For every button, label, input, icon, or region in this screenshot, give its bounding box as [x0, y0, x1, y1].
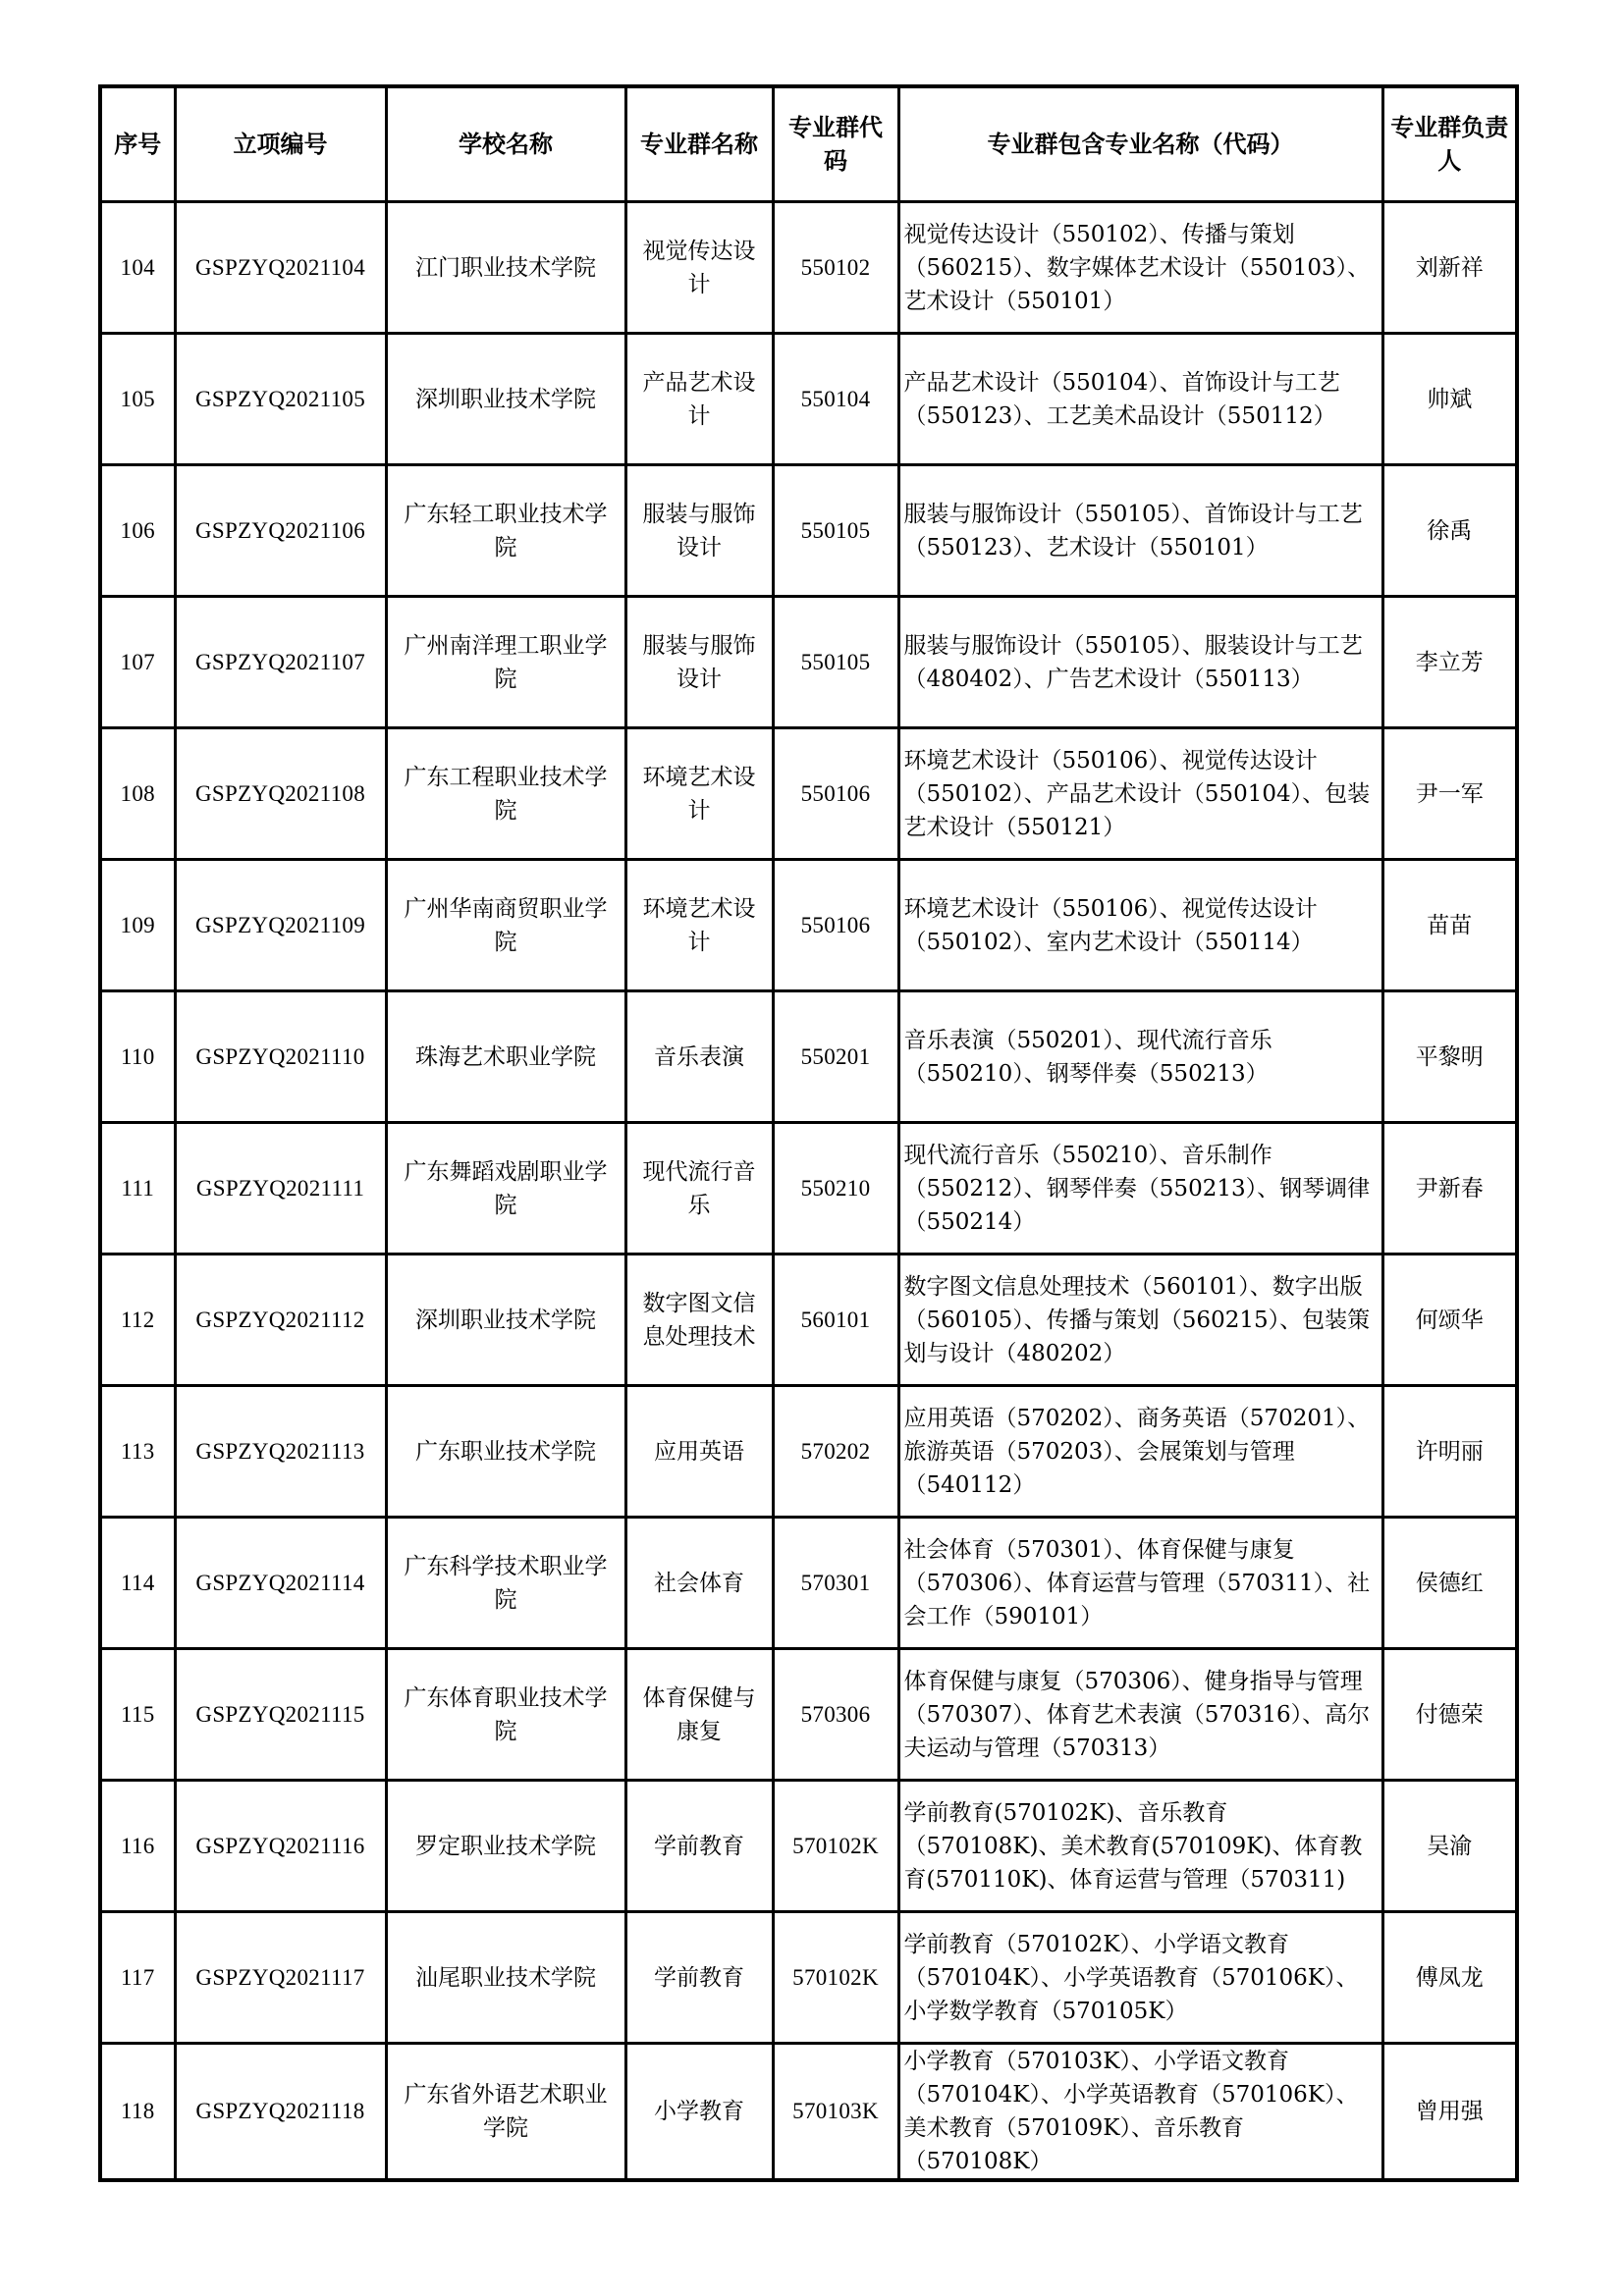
cell-group-code: 570202 — [773, 1386, 898, 1518]
header-project-id: 立项编号 — [175, 86, 386, 202]
table-row — [100, 860, 1517, 991]
cell-project-id: GSPZYQ2021110 — [175, 991, 386, 1123]
cell-majors: 应用英语（570202）、商务英语（570201）、旅游英语（570203）、会展策划与管理（540112） — [898, 1386, 1382, 1518]
cell-no: 113 — [100, 1386, 175, 1518]
cell-school: 珠海艺术职业学院 — [386, 991, 625, 1123]
cell-group-name: 数字图文信息处理技术 — [625, 1255, 773, 1386]
cell-no: 104 — [100, 202, 175, 334]
header-group-name: 专业群名称 — [625, 86, 773, 202]
cell-majors: 产品艺术设计（550104）、首饰设计与工艺（550123）、工艺美术品设计（550112） — [898, 334, 1382, 465]
cell-group-code: 550104 — [773, 334, 898, 465]
cell-no: 114 — [100, 1518, 175, 1649]
cell-majors: 体育保健与康复（570306）、健身指导与管理（570307）、体育艺术表演（570316）、高尔夫运动与管理（570313） — [898, 1649, 1382, 1781]
cell-group-name: 服装与服饰设计 — [625, 465, 773, 597]
header-majors: 专业群包含专业名称（代码） — [898, 86, 1382, 202]
cell-school: 广东科学技术职业学院 — [386, 1518, 625, 1649]
cell-majors: 社会体育（570301）、体育保健与康复（570306）、体育运营与管理（570311）、社会工作（590101） — [898, 1518, 1382, 1649]
cell-group-name: 产品艺术设计 — [625, 334, 773, 465]
cell-project-id: GSPZYQ2021118 — [175, 2044, 386, 2181]
cell-school: 广东职业技术学院 — [386, 1386, 625, 1518]
cell-majors: 服装与服饰设计（550105）、首饰设计与工艺（550123）、艺术设计（550101） — [898, 465, 1382, 597]
cell-group-code: 560101 — [773, 1255, 898, 1386]
table-row — [100, 334, 1517, 465]
cell-leader: 何颂华 — [1382, 1255, 1517, 1386]
cell-school: 广东工程职业技术学院 — [386, 728, 625, 860]
cell-leader: 徐禹 — [1382, 465, 1517, 597]
cell-group-name: 现代流行音乐 — [625, 1123, 773, 1255]
cell-school: 广东轻工职业技术学院 — [386, 465, 625, 597]
table-row — [100, 465, 1517, 597]
specialty-group-table — [98, 84, 1519, 2182]
cell-leader: 平黎明 — [1382, 991, 1517, 1123]
cell-no: 109 — [100, 860, 175, 991]
header-school: 学校名称 — [386, 86, 625, 202]
table-row — [100, 1123, 1517, 1255]
cell-leader: 苗苗 — [1382, 860, 1517, 991]
cell-project-id: GSPZYQ2021112 — [175, 1255, 386, 1386]
table-row — [100, 597, 1517, 728]
cell-school: 汕尾职业技术学院 — [386, 1912, 625, 2044]
cell-school: 广东省外语艺术职业学院 — [386, 2044, 625, 2181]
cell-group-name: 体育保健与康复 — [625, 1649, 773, 1781]
cell-no: 107 — [100, 597, 175, 728]
cell-majors: 环境艺术设计（550106）、视觉传达设计（550102）、产品艺术设计（550104）、包装艺术设计（550121） — [898, 728, 1382, 860]
cell-school: 罗定职业技术学院 — [386, 1781, 625, 1912]
cell-group-code: 550105 — [773, 465, 898, 597]
cell-group-name: 学前教育 — [625, 1781, 773, 1912]
cell-school: 广东舞蹈戏剧职业学院 — [386, 1123, 625, 1255]
table-row — [100, 1649, 1517, 1781]
document-page — [98, 84, 1515, 2182]
cell-group-code: 570306 — [773, 1649, 898, 1781]
cell-leader: 许明丽 — [1382, 1386, 1517, 1518]
cell-leader: 李立芳 — [1382, 597, 1517, 728]
header-row — [100, 86, 1517, 202]
cell-no: 116 — [100, 1781, 175, 1912]
cell-leader: 刘新祥 — [1382, 202, 1517, 334]
cell-school: 广东体育职业技术学院 — [386, 1649, 625, 1781]
cell-project-id: GSPZYQ2021116 — [175, 1781, 386, 1912]
table-header — [100, 86, 1517, 202]
cell-group-code: 550210 — [773, 1123, 898, 1255]
table-row — [100, 1781, 1517, 1912]
cell-majors: 现代流行音乐（550210）、音乐制作（550212）、钢琴伴奏（550213）、钢琴调律（550214） — [898, 1123, 1382, 1255]
table-row — [100, 202, 1517, 334]
cell-no: 106 — [100, 465, 175, 597]
cell-group-name: 环境艺术设计 — [625, 728, 773, 860]
header-leader: 专业群负责人 — [1382, 86, 1517, 202]
cell-project-id: GSPZYQ2021104 — [175, 202, 386, 334]
cell-school: 江门职业技术学院 — [386, 202, 625, 334]
cell-group-name: 应用英语 — [625, 1386, 773, 1518]
cell-group-code: 550106 — [773, 860, 898, 991]
cell-majors: 服装与服饰设计（550105）、服装设计与工艺（480402）、广告艺术设计（550113） — [898, 597, 1382, 728]
cell-majors: 数字图文信息处理技术（560101）、数字出版（560105）、传播与策划（560215）、包装策划与设计（480202） — [898, 1255, 1382, 1386]
cell-project-id: GSPZYQ2021106 — [175, 465, 386, 597]
cell-leader: 尹新春 — [1382, 1123, 1517, 1255]
cell-group-code: 570301 — [773, 1518, 898, 1649]
table-row — [100, 1386, 1517, 1518]
cell-school: 广州华南商贸职业学院 — [386, 860, 625, 991]
cell-school: 广州南洋理工职业学院 — [386, 597, 625, 728]
cell-no: 105 — [100, 334, 175, 465]
cell-leader: 付德荣 — [1382, 1649, 1517, 1781]
cell-no: 117 — [100, 1912, 175, 2044]
table-row — [100, 728, 1517, 860]
cell-project-id: GSPZYQ2021107 — [175, 597, 386, 728]
cell-project-id: GSPZYQ2021111 — [175, 1123, 386, 1255]
cell-project-id: GSPZYQ2021109 — [175, 860, 386, 991]
cell-leader: 吴渝 — [1382, 1781, 1517, 1912]
cell-group-name: 小学教育 — [625, 2044, 773, 2181]
cell-group-code: 550201 — [773, 991, 898, 1123]
table-row — [100, 1912, 1517, 2044]
cell-project-id: GSPZYQ2021114 — [175, 1518, 386, 1649]
cell-leader: 侯德红 — [1382, 1518, 1517, 1649]
cell-no: 108 — [100, 728, 175, 860]
header-no: 序号 — [100, 86, 175, 202]
cell-no: 115 — [100, 1649, 175, 1781]
table-row — [100, 1518, 1517, 1649]
cell-majors: 学前教育(570102K)、音乐教育（570108K)、美术教育(570109K)、体育教育(570110K)、体育运营与管理（570311) — [898, 1781, 1382, 1912]
cell-majors: 学前教育（570102K）、小学语文教育（570104K）、小学英语教育（570106K）、小学数学教育（570105K） — [898, 1912, 1382, 2044]
cell-group-code: 550105 — [773, 597, 898, 728]
cell-project-id: GSPZYQ2021117 — [175, 1912, 386, 2044]
cell-group-code: 570103K — [773, 2044, 898, 2181]
table-row — [100, 2044, 1517, 2181]
cell-group-name: 社会体育 — [625, 1518, 773, 1649]
cell-group-code: 550102 — [773, 202, 898, 334]
cell-group-name: 环境艺术设计 — [625, 860, 773, 991]
cell-group-name: 服装与服饰设计 — [625, 597, 773, 728]
header-group-code: 专业群代码 — [773, 86, 898, 202]
cell-no: 111 — [100, 1123, 175, 1255]
cell-leader: 曾用强 — [1382, 2044, 1517, 2181]
cell-project-id: GSPZYQ2021113 — [175, 1386, 386, 1518]
cell-majors: 视觉传达设计（550102）、传播与策划（560215）、数字媒体艺术设计（550103）、艺术设计（550101） — [898, 202, 1382, 334]
table-row — [100, 991, 1517, 1123]
cell-group-name: 学前教育 — [625, 1912, 773, 2044]
cell-no: 118 — [100, 2044, 175, 2181]
cell-group-code: 570102K — [773, 1781, 898, 1912]
cell-majors: 音乐表演（550201）、现代流行音乐（550210）、钢琴伴奏（550213） — [898, 991, 1382, 1123]
cell-group-name: 视觉传达设计 — [625, 202, 773, 334]
cell-majors: 小学教育（570103K）、小学语文教育（570104K）、小学英语教育（570106K）、美术教育（570109K）、音乐教育（570108K） — [898, 2044, 1382, 2181]
cell-project-id: GSPZYQ2021108 — [175, 728, 386, 860]
cell-project-id: GSPZYQ2021105 — [175, 334, 386, 465]
cell-leader: 尹一军 — [1382, 728, 1517, 860]
cell-majors: 环境艺术设计（550106）、视觉传达设计（550102）、室内艺术设计（550114） — [898, 860, 1382, 991]
cell-project-id: GSPZYQ2021115 — [175, 1649, 386, 1781]
cell-school: 深圳职业技术学院 — [386, 334, 625, 465]
cell-group-code: 570102K — [773, 1912, 898, 2044]
table-row — [100, 1255, 1517, 1386]
cell-leader: 帅斌 — [1382, 334, 1517, 465]
table-body — [100, 202, 1517, 2181]
cell-no: 112 — [100, 1255, 175, 1386]
cell-group-code: 550106 — [773, 728, 898, 860]
cell-group-name: 音乐表演 — [625, 991, 773, 1123]
cell-leader: 傅凤龙 — [1382, 1912, 1517, 2044]
cell-school: 深圳职业技术学院 — [386, 1255, 625, 1386]
cell-no: 110 — [100, 991, 175, 1123]
